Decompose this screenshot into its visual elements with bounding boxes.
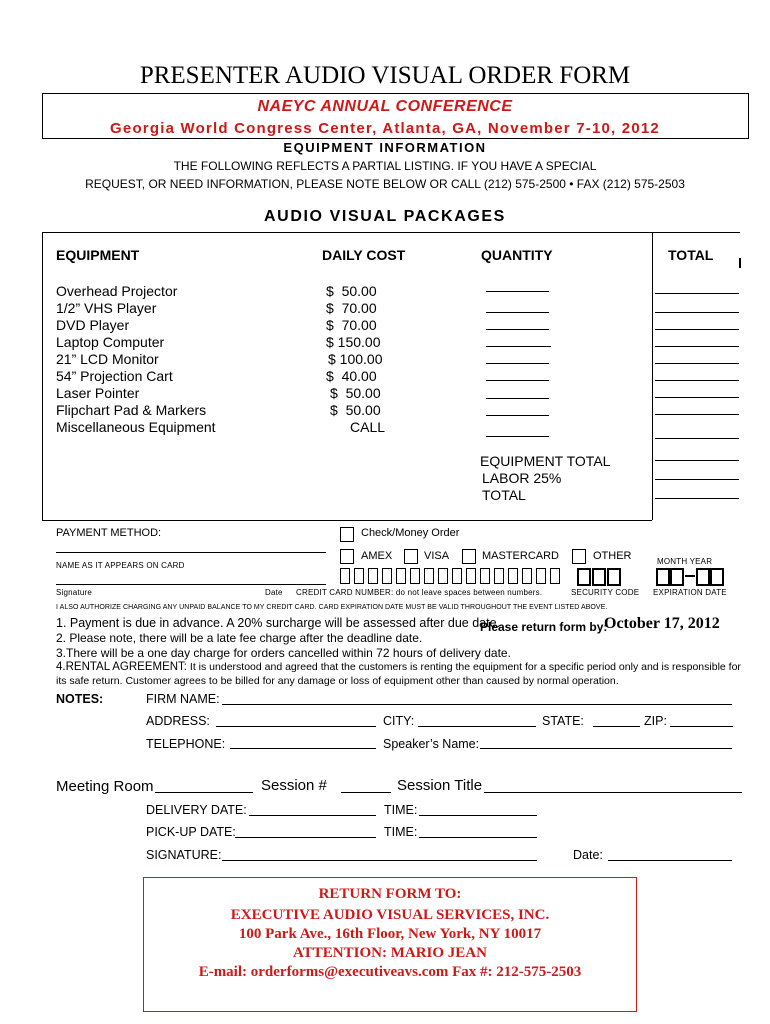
signature-field[interactable] [222,860,537,861]
item-cost: CALL [350,419,386,435]
mastercard-label: MASTERCARD [482,550,560,562]
signature-caption: Signature [56,588,93,597]
signature-label: SIGNATURE: [146,848,222,862]
authorization-text: I ALSO AUTHORIZE CHARGING ANY UNPAID BALANCE TO MY CREDIT CARD. CARD EXPIRATION DATE MUST BE VALID THROUGHOUT THE EVENT LISTED ABOVE. [56,604,608,611]
item-cost: $ 50.00 [326,283,377,299]
telephone-label: TELEPHONE: [146,737,226,751]
address-field[interactable] [216,726,376,727]
delivery-date-field[interactable] [249,815,376,816]
return-by-label: Please return form by: [480,620,608,634]
meeting-room-label: Meeting Room [56,778,154,795]
pickup-time-label: TIME: [384,825,418,839]
item-cost: $ 70.00 [326,300,377,316]
session-number-label: Session # [261,777,327,794]
notice-line-1: THE FOLLOWING REFLECTS A PARTIAL LISTING. IF YOU HAVE A SPECIAL [173,159,597,173]
total-field[interactable] [655,329,739,330]
item-name: 21” LCD Monitor [56,351,159,367]
return-heading: RETURN FORM TO: [318,886,462,902]
quantity-field[interactable] [486,291,549,292]
security-code-caption: SECURITY CODE [571,588,640,597]
term-2: 2. Please note, there will be a late fee charge after the deadline date. [56,631,423,645]
page-title: PRESENTER AUDIO VISUAL ORDER FORM [139,62,631,89]
address-label: ADDRESS: [146,714,210,728]
pickup-time-field[interactable] [419,837,537,838]
item-name: Laptop Computer [56,334,165,350]
return-attention: ATTENTION: MARIO JEAN [293,945,487,961]
conference-venue: Georgia World Congress Center, Atlanta, GA, November 7-10, 2012 [110,120,660,137]
session-title-label: Session Title [397,777,483,794]
item-name: DVD Player [56,317,130,333]
zip-field[interactable] [670,726,733,727]
visa-checkbox[interactable] [404,549,418,564]
total-field[interactable] [655,363,739,364]
term-1: 1. Payment is due in advance. A 20% surcharge will be assessed after due date. [56,616,501,630]
check-money-order-checkbox[interactable] [340,527,354,542]
term-4-heading: 4.RENTAL AGREEMENT: [56,661,188,673]
item-cost: $ 100.00 [328,351,383,367]
col-equipment: EQUIPMENT [56,247,140,263]
speaker-name-label: Speaker’s Name: [383,737,480,751]
item-name: Miscellaneous Equipment [56,419,216,435]
term-4-body: It is understood and agreed that the customers is renting the equipment for a specific period only and is responsible for [187,661,741,673]
quantity-field[interactable] [486,398,549,399]
total-field[interactable] [655,438,739,439]
session-title-field[interactable] [484,792,742,793]
table-edge-mark [739,258,741,268]
equipment-total-label: EQUIPMENT TOTAL [480,453,611,469]
expiration-caption: EXPIRATION DATE [653,588,727,597]
delivery-time-label: TIME: [384,803,418,817]
total-field[interactable] [655,312,739,313]
labor-label: LABOR 25% [482,470,562,486]
term-4-body-cont: its safe return. Customer agrees to be billed for any damage or loss of equipment other than caused by normal operation. [56,675,619,687]
total-field[interactable] [655,380,739,381]
return-by-date: October 17, 2012 [604,615,720,632]
card-signature-field[interactable] [56,584,326,585]
card-number-caption: CREDIT CARD NUMBER: do not leave spaces between numbers. [296,588,543,597]
date-label: Date: [573,848,603,862]
total-field[interactable] [655,460,739,461]
item-cost: $ 40.00 [326,368,377,384]
notes-label: NOTES: [56,692,104,706]
quantity-field[interactable] [486,363,549,364]
telephone-field[interactable] [230,748,376,749]
quantity-field[interactable] [486,415,549,416]
quantity-field[interactable] [486,329,549,330]
col-total: TOTAL [668,247,714,263]
security-code-field[interactable] [577,568,629,584]
item-cost: $ 50.00 [330,385,381,401]
col-quantity: QUANTITY [481,247,553,263]
total-field[interactable] [655,293,739,294]
firm-name-label: FIRM NAME: [146,692,220,706]
other-checkbox[interactable] [572,549,586,564]
grand-total-label: TOTAL [482,487,526,503]
check-money-order-label: Check/Money Order [361,527,460,539]
table-bottom-rule [42,520,652,521]
month-year-caption: MONTH YEAR [657,557,713,566]
amex-label: AMEX [361,550,393,562]
equipment-info-heading: EQUIPMENT INFORMATION [283,140,487,155]
visa-label: VISA [424,550,450,562]
total-field[interactable] [655,397,739,398]
return-address-box [143,877,637,1012]
notice-line-2: REQUEST, OR NEED INFORMATION, PLEASE NOTE BELOW OR CALL (212) 575-2500 • FAX (212) 575-2503 [85,177,685,191]
firm-name-field[interactable] [222,704,732,705]
packages-title: AUDIO VISUAL PACKAGES [264,208,506,225]
card-name-caption: NAME AS IT APPEARS ON CARD [56,561,185,570]
col-daily-cost: DAILY COST [322,247,406,263]
conference-name: NAEYC ANNUAL CONFERENCE [257,98,513,115]
total-field[interactable] [655,479,739,480]
item-cost: $ 70.00 [326,317,377,333]
date-caption: Date [265,588,283,597]
item-name: 54” Projection Cart [56,368,173,384]
item-cost: $ 50.00 [330,402,381,418]
pickup-date-label: PICK-UP DATE: [146,825,236,839]
state-label: STATE: [542,714,584,728]
state-field[interactable] [593,726,640,727]
total-field[interactable] [655,414,739,415]
session-number-field[interactable] [341,792,391,793]
card-number-field[interactable] [340,568,568,584]
return-address: 100 Park Ave., 16th Floor, New York, NY 10017 [238,926,542,942]
total-field[interactable] [655,346,739,347]
return-contact: E-mail: orderforms@executiveavs.com Fax #: 212-575-2503 [198,964,582,980]
quantity-field[interactable] [486,436,549,437]
expiration-date-field[interactable] [656,568,720,584]
delivery-date-label: DELIVERY DATE: [146,803,247,817]
pickup-date-field[interactable] [235,837,376,838]
amex-checkbox[interactable] [340,549,354,564]
city-label: CITY: [383,714,415,728]
city-field[interactable] [418,726,536,727]
speaker-name-field[interactable] [480,748,732,749]
quantity-field[interactable] [486,346,551,347]
total-column-divider [652,232,653,520]
payment-method-label: PAYMENT METHOD: [56,527,162,539]
card-name-field[interactable] [56,552,326,553]
item-cost: $ 150.00 [326,334,381,350]
quantity-field[interactable] [486,312,549,313]
item-name: Flipchart Pad & Markers [56,402,207,418]
date-field[interactable] [608,860,732,861]
item-name: 1/2” VHS Player [56,300,157,316]
term-3: 3.There will be a one day charge for orders cancelled within 72 hours of delivery date. [56,646,511,660]
total-field[interactable] [655,498,739,499]
item-name: Laser Pointer [56,385,140,401]
quantity-field[interactable] [486,380,549,381]
meeting-room-field[interactable] [155,792,253,793]
item-name: Overhead Projector [56,283,178,299]
return-company: EXECUTIVE AUDIO VISUAL SERVICES, INC. [230,907,550,923]
other-label: OTHER [593,550,632,562]
delivery-time-field[interactable] [419,815,537,816]
mastercard-checkbox[interactable] [462,549,476,564]
zip-label: ZIP: [644,714,667,728]
